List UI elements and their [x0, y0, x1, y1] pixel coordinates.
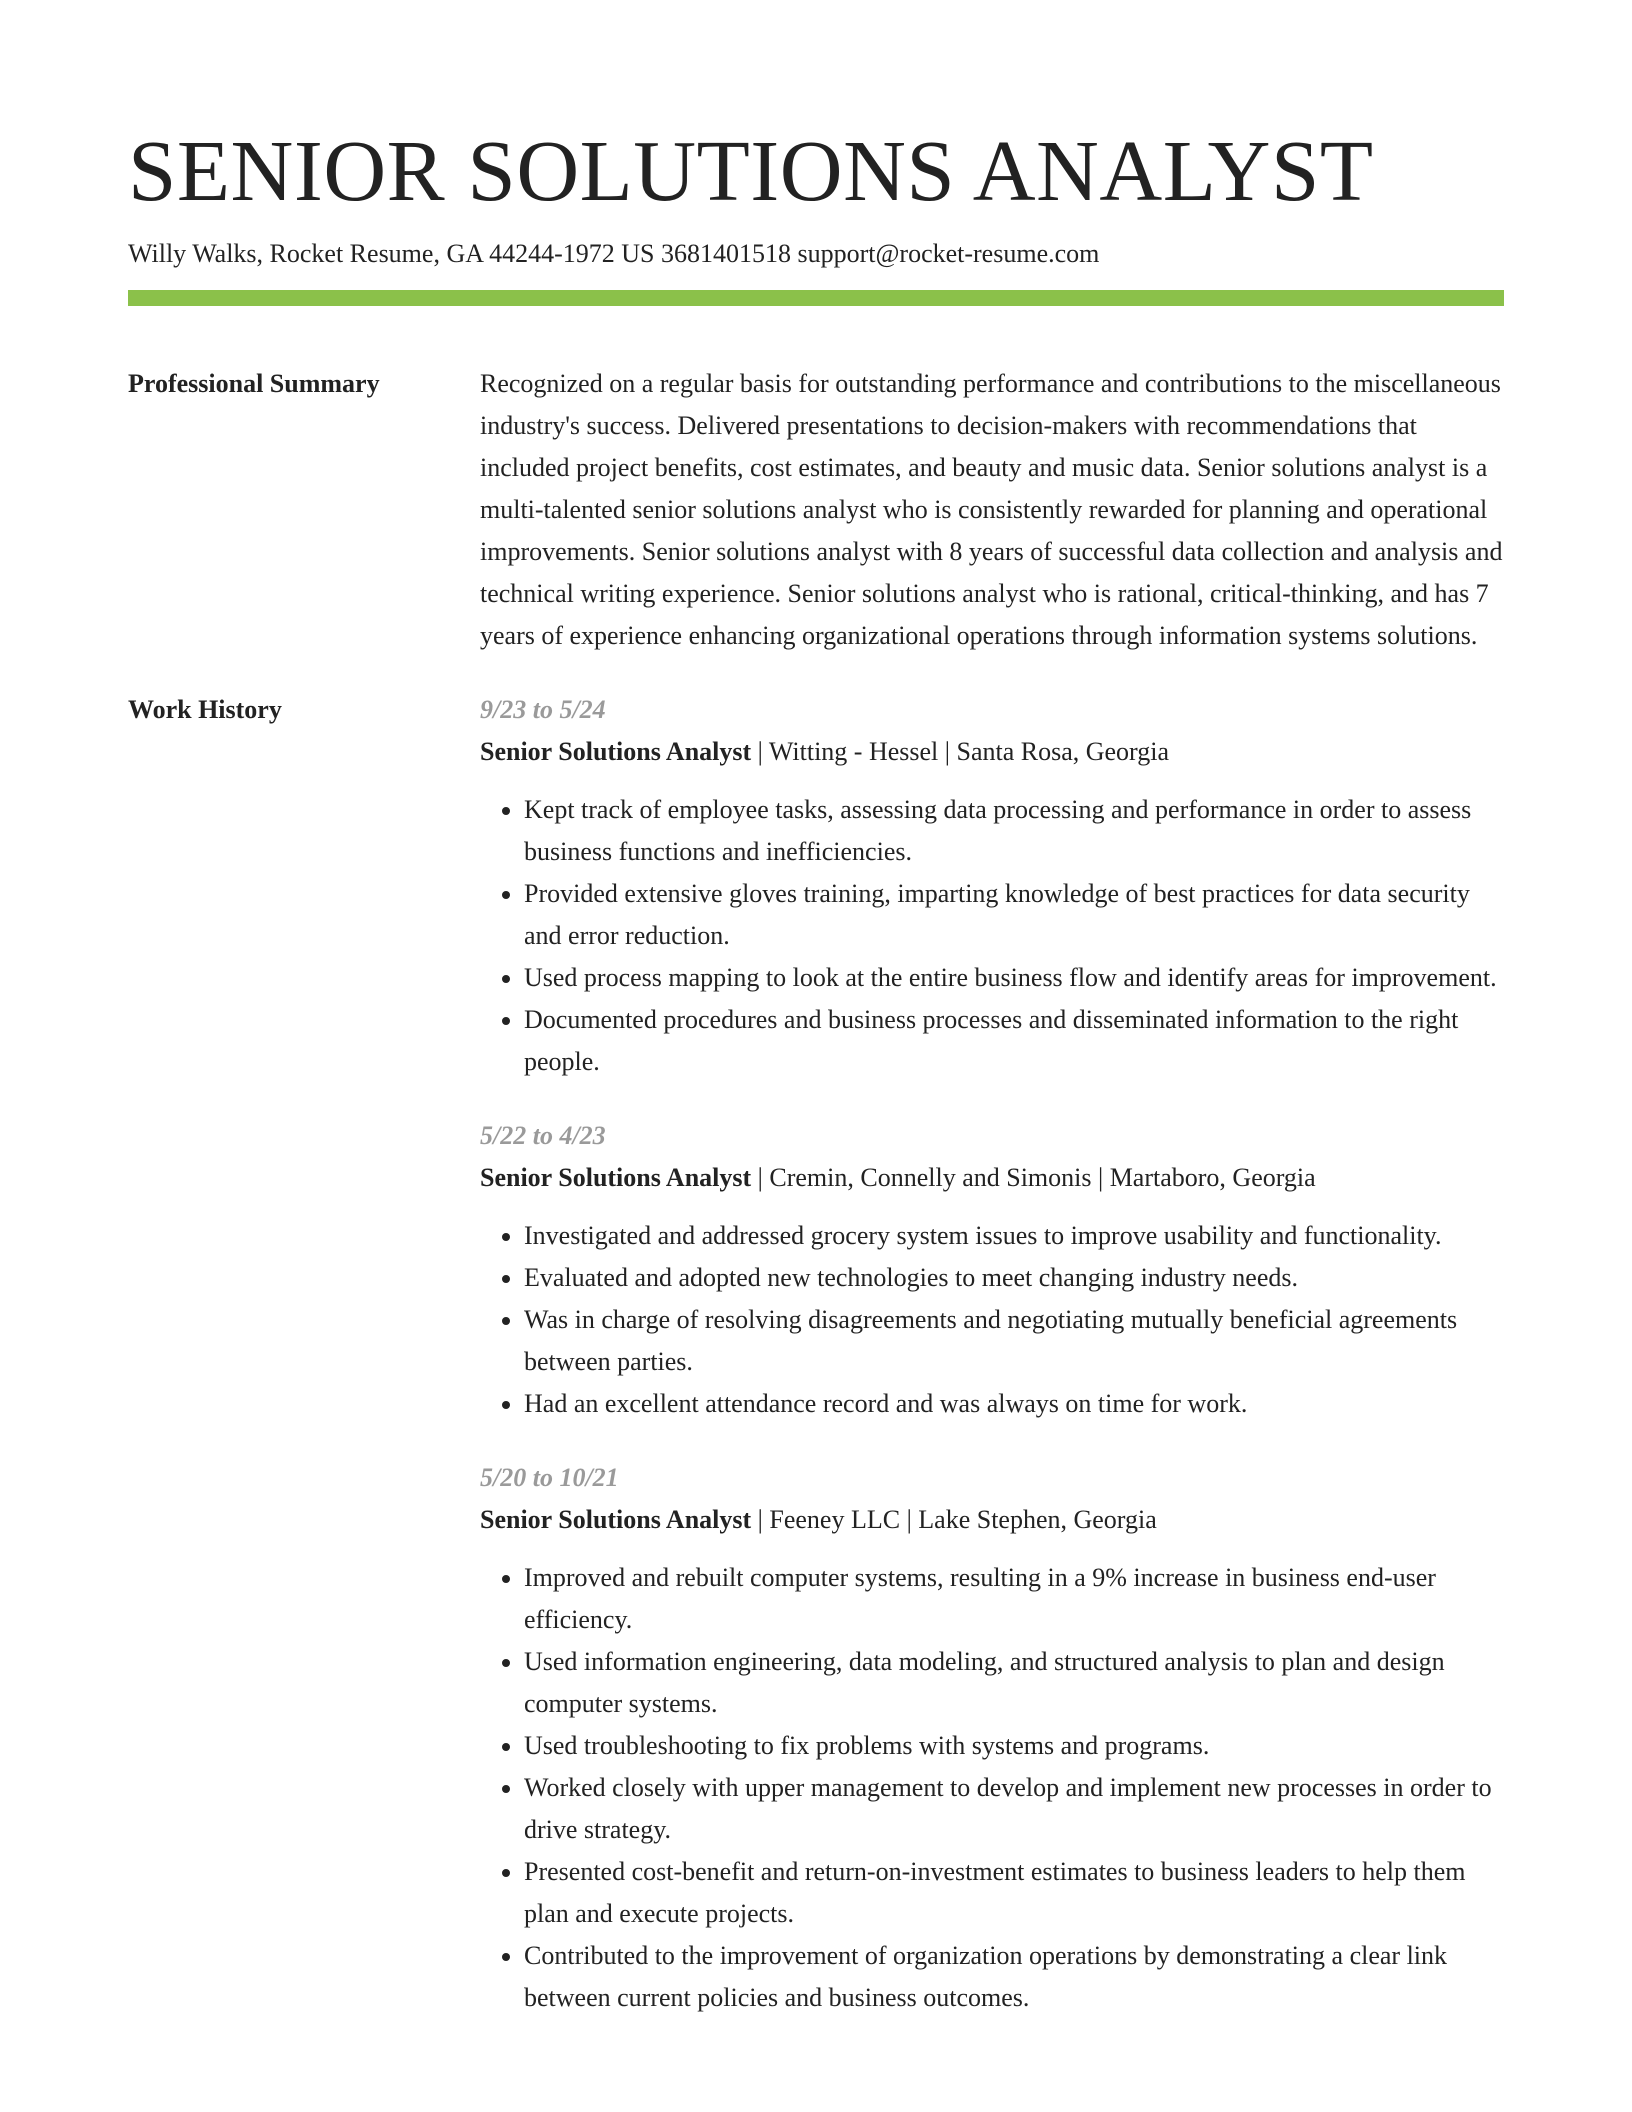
- job-bullet: • Investigated and addressed grocery system issues to improve usability and functionality.: [524, 1215, 1504, 1257]
- job-bullet: • Improved and rebuilt computer systems, resulting in a 9% increase in business end-user efficiency.: [524, 1557, 1504, 1641]
- job-dates: 5/20 to 10/21: [480, 1463, 619, 1492]
- accent-divider: [128, 290, 1504, 306]
- job-entry: [480, 1115, 1504, 1425]
- job-bullet-list: [480, 1557, 1504, 2019]
- job-bullet: • Worked closely with upper management to develop and implement new processes in order to drive strategy.: [524, 1767, 1504, 1851]
- job-bullet: • Used process mapping to look at the entire business flow and identify areas for improvement.: [524, 957, 1504, 999]
- job-bullet: • Presented cost-benefit and return-on-investment estimates to business leaders to help them plan and execute projects.: [524, 1851, 1504, 1935]
- job-line: [480, 1157, 1504, 1199]
- work-history-body: [480, 689, 1504, 2051]
- job-bullet: • Used troubleshooting to fix problems with systems and programs.: [524, 1725, 1504, 1767]
- resume-title: SENIOR SOLUTIONS ANALYST: [128, 122, 1374, 219]
- job-bullet: • Documented procedures and business processes and disseminated information to the right people.: [524, 999, 1504, 1083]
- job-employer-location: | Witting - Hessel | Santa Rosa, Georgia: [751, 737, 1170, 766]
- section-heading-work-history: Work History: [128, 695, 282, 724]
- job-entry: [480, 689, 1504, 1083]
- professional-summary-text: Recognized on a regular basis for outstanding performance and contributions to the miscellaneous industry's success. Delivered presentations to decision-makers with recommendations that included project benefits, cost estimates, and beauty and music data. Senior solutions analyst is a multi-talented senior solutions analyst who is consistently rewarded for planning and operational improvements. Senior solutions analyst with 8 years of successful data collection and analysis and technical writing experience. Senior solutions analyst who is rational, critical-thinking, and has 7 years of experience enhancing organizational operations through information systems solutions.: [480, 369, 1503, 650]
- job-bullet: • Had an excellent attendance record and was always on time for work.: [524, 1383, 1504, 1425]
- job-bullet: • Contributed to the improvement of organization operations by demonstrating a clear link between current policies and business outcomes.: [524, 1935, 1504, 2019]
- job-line: [480, 1499, 1504, 1541]
- job-title: Senior Solutions Analyst: [480, 737, 752, 766]
- job-bullet-list: [480, 789, 1504, 1083]
- job-bullet: • Used information engineering, data modeling, and structured analysis to plan and design computer systems.: [524, 1641, 1504, 1725]
- job-dates: 5/22 to 4/23: [480, 1121, 606, 1150]
- job-bullet-list: [480, 1215, 1504, 1425]
- contact-line: Willy Walks, Rocket Resume, GA 44244-1972 US 3681401518 support@rocket-resume.com: [128, 239, 1100, 268]
- job-title: Senior Solutions Analyst: [480, 1163, 752, 1192]
- job-line: [480, 731, 1504, 773]
- job-title: Senior Solutions Analyst: [480, 1505, 752, 1534]
- job-bullet: • Kept track of employee tasks, assessing data processing and performance in order to assess business functions and inefficiencies.: [524, 789, 1504, 873]
- job-dates: 9/23 to 5/24: [480, 695, 606, 724]
- professional-summary-body: [480, 363, 1504, 657]
- job-employer-location: | Cremin, Connelly and Simonis | Martaboro, Georgia: [751, 1163, 1316, 1192]
- resume-page: [128, 0, 1504, 2051]
- job-bullet: • Evaluated and adopted new technologies to meet changing industry needs.: [524, 1257, 1504, 1299]
- work-history-section: [128, 689, 1504, 2051]
- job-bullet: • Was in charge of resolving disagreements and negotiating mutually beneficial agreements between parties.: [524, 1299, 1504, 1383]
- professional-summary-section: [128, 363, 1504, 657]
- section-heading-professional-summary: Professional Summary: [128, 369, 380, 398]
- job-entry: [480, 1457, 1504, 2019]
- job-bullet: • Provided extensive gloves training, imparting knowledge of best practices for data security and error reduction.: [524, 873, 1504, 957]
- job-employer-location: | Feeney LLC | Lake Stephen, Georgia: [751, 1505, 1157, 1534]
